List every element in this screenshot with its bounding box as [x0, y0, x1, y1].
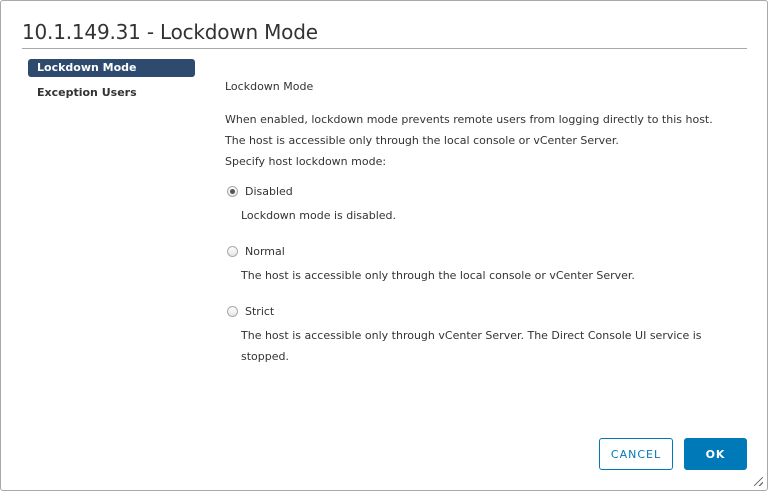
- option-description-strict-continued: stopped.: [241, 350, 289, 363]
- option-description-disabled: Lockdown mode is disabled.: [241, 209, 397, 222]
- radio-label-disabled[interactable]: Disabled: [245, 184, 293, 198]
- resize-grip-icon[interactable]: [754, 477, 763, 486]
- radio-label-strict[interactable]: Strict: [245, 304, 275, 318]
- radio-option-strict[interactable]: [227, 304, 274, 318]
- section-heading: Lockdown Mode: [225, 80, 314, 93]
- sidebar-item-exception-users[interactable]: [28, 84, 195, 102]
- radio-button-strict[interactable]: [227, 306, 238, 317]
- sidebar-item-label: Lockdown Mode: [37, 61, 137, 74]
- description-line: The host is accessible only through the local console or vCenter Server.: [225, 134, 619, 147]
- option-description-strict: The host is accessible only through vCenter Server. The Direct Console UI service is: [241, 329, 702, 342]
- title-divider: [22, 48, 747, 49]
- dialog-title: 10.1.149.31 - Lockdown Mode: [22, 20, 318, 44]
- description-line: When enabled, lockdown mode prevents remote users from logging directly to this host.: [225, 113, 713, 126]
- radio-button-normal[interactable]: [227, 246, 238, 257]
- ok-button[interactable]: OK: [684, 438, 747, 470]
- radio-option-normal[interactable]: [227, 244, 285, 258]
- radio-button-disabled[interactable]: [227, 186, 238, 197]
- cancel-button[interactable]: CANCEL: [599, 438, 673, 470]
- option-description-normal: The host is accessible only through the local console or vCenter Server.: [241, 269, 635, 282]
- description-line: Specify host lockdown mode:: [225, 155, 387, 168]
- sidebar-item-lockdown-mode[interactable]: [28, 59, 195, 77]
- sidebar-item-label: Exception Users: [37, 86, 137, 99]
- radio-label-normal[interactable]: Normal: [245, 244, 285, 258]
- sidebar-nav: [28, 59, 195, 109]
- radio-option-disabled[interactable]: [227, 184, 293, 198]
